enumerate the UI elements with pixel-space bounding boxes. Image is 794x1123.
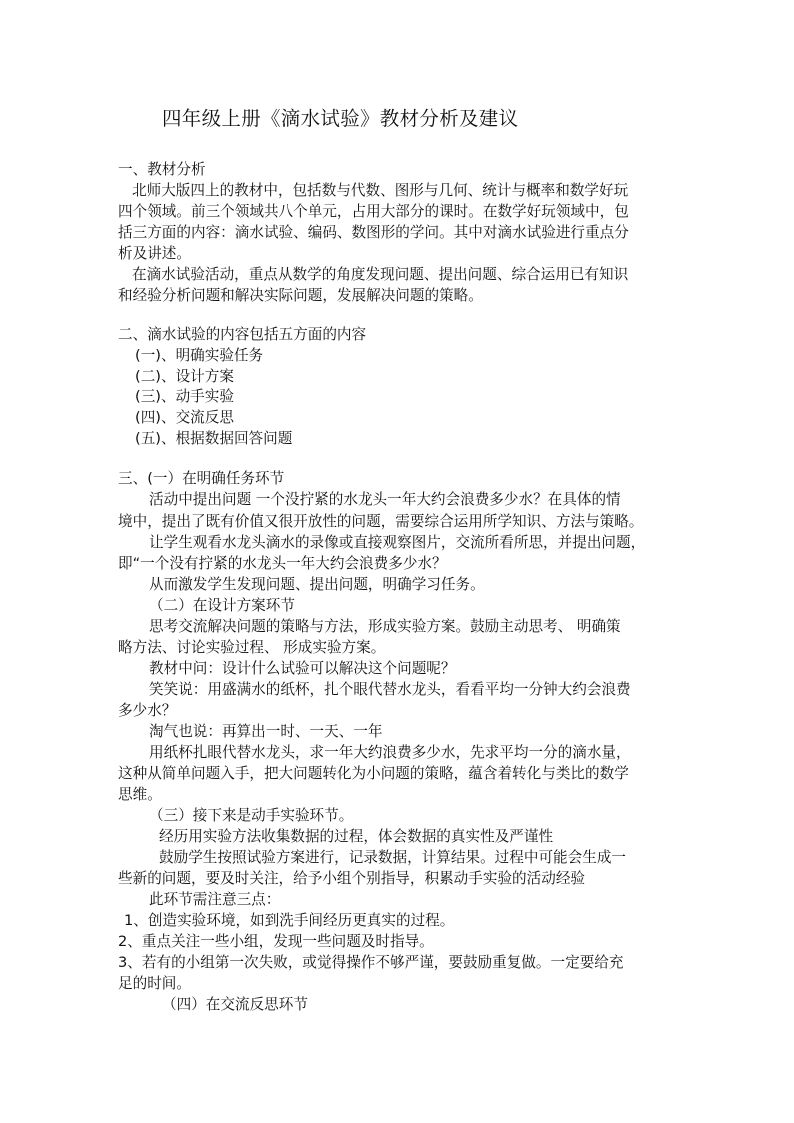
paragraph-line: 此环节需注意三点： (149, 891, 281, 908)
paragraph-line: 境中，提出了既有价值又很开放性的问题，需要综合运用所学知识、方法与策略。 (118, 513, 644, 530)
paragraph-line: 鼓励学生按照试验方案进行，记录数据，计算结果。过程中可能会生成一 (159, 849, 627, 866)
paragraph-line: 足的时间。 (118, 975, 191, 992)
paragraph-line: 思维。 (118, 786, 162, 803)
section-heading-content: 二、滴水试验的内容包括五方面的内容 (118, 326, 367, 343)
section-heading-task: 三、(一）在明确任务环节 (118, 470, 285, 487)
paragraph-line: 和经验分析问题和解决实际问题，发展解决问题的策略。 (118, 287, 483, 304)
list-item: 2、重点关注一些小组，发现一些问题及时指导。 (118, 933, 434, 950)
list-item: (二)、设计方案 (135, 368, 234, 385)
paragraph-line: 从而激发学生发现问题、提出问题，明确学习任务。 (149, 576, 485, 593)
subsection-heading-reflection: （四）在交流反思环节 (162, 996, 308, 1013)
paragraph-line: 淘气也说：再算出一时、一天、一年 (149, 723, 383, 740)
paragraph-line: 经历用实验方法收集数据的过程，体会数据的真实性及严谨性 (159, 828, 554, 845)
list-item: (四)、交流反思 (135, 409, 234, 426)
list-item: 3、若有的小组第一次失败，或觉得操作不够严谨，要鼓励重复做。一定要给充 (118, 954, 624, 971)
paragraph-line: 这种从简单问题入手，把大问题转化为小问题的策略，蕴含着转化与类比的数学 (118, 765, 629, 782)
paragraph-line: 括三方面的内容：滴水试验、编码、数图形的学问。其中对滴水试验进行重点分 (118, 224, 629, 241)
paragraph-line: 多少水？ (118, 702, 177, 719)
subsection-heading-experiment: （三）接下来是动手实验环节。 (149, 807, 354, 824)
paragraph-line: 笑笑说：用盛满水的纸杯，扎个眼代替水龙头，看看平均一分钟大约会浪费 (149, 681, 631, 698)
paragraph-line: 北师大版四上的教材中，包括数与代数、图形与几何、统计与概率和数学好玩 (132, 182, 629, 199)
subsection-heading-design: （二）在设计方案环节 (149, 597, 295, 614)
paragraph-line: 教材中问：设计什么试验可以解决这个问题呢？ (149, 660, 456, 677)
list-item: (三)、动手实验 (135, 388, 234, 405)
paragraph-line: 四个领域。前三个领域共八个单元，占用大部分的课时。在数学好玩领域中，包 (118, 203, 629, 220)
paragraph-line: 在滴水试验活动，重点从数学的角度发现问题、提出问题、综合运用已有知识 (132, 266, 629, 283)
section-heading-analysis: 一、教材分析 (118, 161, 206, 178)
paragraph-line: 用纸杯扎眼代替水龙头，求一年大约浪费多少水，先求平均一分的滴水量， (149, 744, 631, 761)
paragraph-line: 析及讲述。 (118, 245, 191, 262)
list-item: (一)、明确实验任务 (135, 347, 264, 364)
list-item: 1、创造实验环境，如到洗手间经历更真实的过程。 (124, 912, 455, 929)
paragraph-line: 思考交流解决问题的策略与方法，形成实验方案。鼓励主动思考、 明确策 (149, 618, 621, 635)
paragraph-line: 让学生观看水龙头滴水的录像或直接观察图片，交流所看所思，并提出问题， (149, 534, 646, 551)
list-item: (五)、根据数据回答问题 (135, 430, 293, 447)
paragraph-line: 些新的问题，要及时关注，给予小组个别指导，积累动手实验的活动经验 (118, 870, 586, 887)
document-title: 四年级上册《滴水试验》教材分析及建议 (162, 107, 519, 130)
paragraph-line: 略方法、讨论实验过程、 形成实验方案。 (118, 639, 386, 656)
paragraph-line: 活动中提出问题 一个没拧紧的水龙头一年大约会浪费多少水？在具体的情 (149, 491, 621, 508)
paragraph-line: 即“一个没有拧紧的水龙头一年大约会浪费多少水？ (118, 555, 447, 572)
